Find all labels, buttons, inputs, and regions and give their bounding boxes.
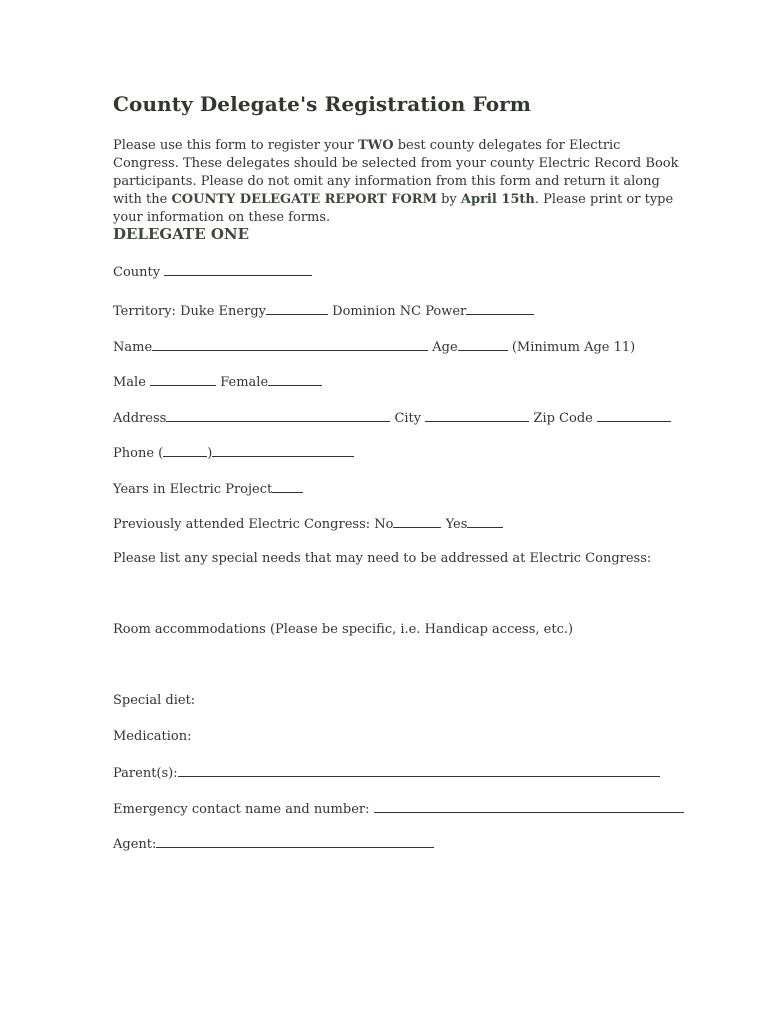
county-row	[113, 263, 312, 280]
emergency-contact-row	[113, 800, 684, 817]
special-diet-label: Special diet:	[113, 693, 196, 708]
previously-attended-row	[113, 515, 503, 532]
intro-paragraph	[113, 137, 683, 227]
county-blank[interactable]	[164, 263, 312, 276]
emergency-contact-label: Emergency contact name and number:	[113, 802, 370, 817]
intro-bold-two: TWO	[357, 138, 394, 153]
intro-text-4: . Please print or type your information on these forms.	[113, 192, 674, 225]
years-blank[interactable]	[272, 480, 303, 493]
agent-blank[interactable]	[156, 835, 434, 848]
previously-yes-blank[interactable]	[467, 515, 503, 528]
name-row	[113, 338, 635, 355]
dominion-label: Dominion NC Power	[332, 304, 467, 319]
parents-label: Parent(s):	[113, 766, 178, 781]
intro-text-1: Please use this form to register your	[113, 138, 358, 153]
years-label: Years in Electric Project	[113, 482, 273, 497]
agent-row	[113, 835, 434, 852]
intro-text-2: best county delegates for Electric Congress. These delegates should be selected from your county Electric Record Book participants. Please do not omit any information from this form and return it along with the	[113, 138, 679, 207]
address-blank[interactable]	[166, 409, 390, 422]
page-title: County Delegate's Registration Form	[113, 92, 532, 116]
parents-row	[113, 764, 660, 781]
gender-row	[113, 373, 322, 390]
age-label: Age	[432, 340, 458, 355]
phone-number-blank[interactable]	[212, 444, 354, 457]
intro-bold-report-form: COUNTY DELEGATE REPORT FORM	[171, 192, 437, 207]
territory-row	[113, 302, 534, 319]
name-label: Name	[113, 340, 153, 355]
phone-row	[113, 444, 354, 461]
medication-label: Medication:	[113, 729, 192, 744]
name-blank[interactable]	[152, 338, 428, 351]
room-accommodations-label: Room accommodations (Please be specific, i.e. Handicap access, etc.)	[113, 622, 574, 637]
city-label: City	[394, 411, 422, 426]
agent-label: Agent:	[113, 837, 157, 852]
duke-energy-blank[interactable]	[266, 302, 328, 315]
emergency-contact-blank[interactable]	[374, 800, 684, 813]
previously-attended-label: Previously attended Electric Congress: No	[113, 517, 394, 532]
female-label: Female	[220, 375, 269, 390]
age-note: (Minimum Age 11)	[511, 340, 636, 355]
city-blank[interactable]	[425, 409, 529, 422]
parents-blank[interactable]	[178, 764, 660, 777]
phone-label: Phone (	[113, 446, 164, 461]
zip-label: Zip Code	[533, 411, 593, 426]
phone-close-paren: )	[207, 446, 213, 461]
previously-no-blank[interactable]	[393, 515, 441, 528]
previously-yes-label: Yes	[445, 517, 468, 532]
territory-label: Territory: Duke Energy	[113, 304, 266, 319]
male-blank[interactable]	[150, 373, 216, 386]
zip-blank[interactable]	[597, 409, 671, 422]
age-blank[interactable]	[458, 338, 508, 351]
area-code-blank[interactable]	[163, 444, 207, 457]
dominion-blank[interactable]	[466, 302, 534, 315]
address-label: Address	[113, 411, 167, 426]
special-needs-label: Please list any special needs that may need to be addressed at Electric Congress:	[113, 551, 652, 566]
intro-text-3: by	[436, 192, 461, 207]
male-label: Male	[113, 375, 146, 390]
years-row	[113, 480, 303, 497]
female-blank[interactable]	[268, 373, 322, 386]
address-row	[113, 409, 671, 426]
intro-bold-deadline: April 15th	[460, 192, 535, 207]
section-heading-delegate-one: DELEGATE ONE	[113, 225, 250, 243]
county-label: County	[113, 265, 161, 280]
